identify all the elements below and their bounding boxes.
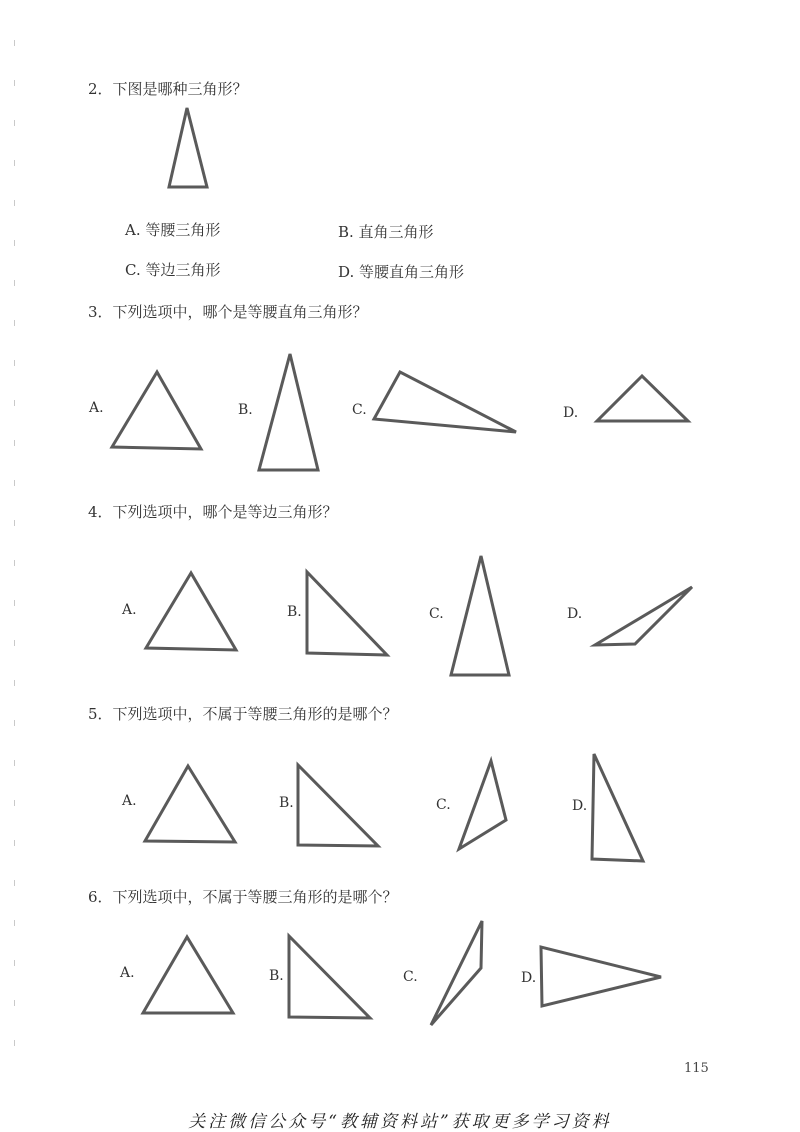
question-6-text: 6．下列选项中，不属于等腰三角形的是哪个？: [88, 888, 398, 906]
q4-triangle-a[interactable]: [146, 573, 236, 650]
q2-option-b[interactable]: B. 直角三角形: [338, 223, 434, 241]
q3-label-c[interactable]: C.: [352, 402, 367, 418]
q5-triangle-a[interactable]: [145, 766, 235, 842]
q4-label-b[interactable]: B.: [287, 604, 302, 620]
q3-triangle-a[interactable]: [112, 372, 201, 449]
q3-label-d[interactable]: D.: [563, 405, 579, 421]
q3-triangle-d[interactable]: [597, 376, 688, 421]
q2-triangle: [169, 108, 207, 187]
q5-label-b[interactable]: B.: [279, 795, 294, 811]
question-3-text: 3．下列选项中，哪个是等腰直角三角形？: [88, 303, 368, 321]
q5-triangle-d[interactable]: [592, 754, 643, 861]
q5-label-c[interactable]: C.: [436, 797, 451, 813]
q2-option-a[interactable]: A. 等腰三角形: [125, 221, 221, 239]
q6-label-b[interactable]: B.: [269, 968, 284, 984]
q4-label-d[interactable]: D.: [567, 606, 583, 622]
q4-label-a[interactable]: A.: [122, 602, 137, 618]
q3-triangle-b[interactable]: [259, 354, 318, 470]
q2-option-c[interactable]: C. 等边三角形: [125, 261, 221, 279]
q3-label-a[interactable]: A.: [89, 400, 104, 416]
q6-triangle-a[interactable]: [143, 937, 233, 1013]
q5-label-a[interactable]: A.: [122, 793, 137, 809]
question-2-text: 2．下图是哪种三角形？: [88, 80, 248, 98]
q3-label-b[interactable]: B.: [238, 402, 253, 418]
q6-triangle-c[interactable]: [431, 921, 482, 1025]
question-4-text: 4．下列选项中，哪个是等边三角形？: [88, 503, 338, 521]
q6-label-a[interactable]: A.: [120, 965, 135, 981]
q4-triangle-d[interactable]: [595, 587, 692, 645]
q6-triangle-d[interactable]: [541, 947, 661, 1006]
page-number: 115: [684, 1061, 709, 1076]
q2-option-d[interactable]: D. 等腰直角三角形: [338, 263, 465, 281]
q5-triangle-b[interactable]: [298, 765, 378, 846]
q5-triangle-c[interactable]: [459, 761, 506, 849]
footer-note: 关注微信公众号“教辅资料站”获取更多学习资料: [188, 1112, 612, 1132]
q6-triangle-b[interactable]: [289, 936, 370, 1018]
question-5-text: 5．下列选项中，不属于等腰三角形的是哪个？: [88, 705, 398, 723]
q3-triangle-c[interactable]: [374, 372, 516, 432]
q4-triangle-c[interactable]: [451, 556, 509, 675]
q6-label-c[interactable]: C.: [403, 969, 418, 985]
q5-label-d[interactable]: D.: [572, 798, 588, 814]
q4-triangle-b[interactable]: [307, 572, 387, 655]
q4-label-c[interactable]: C.: [429, 606, 444, 622]
q6-label-d[interactable]: D.: [521, 970, 537, 986]
